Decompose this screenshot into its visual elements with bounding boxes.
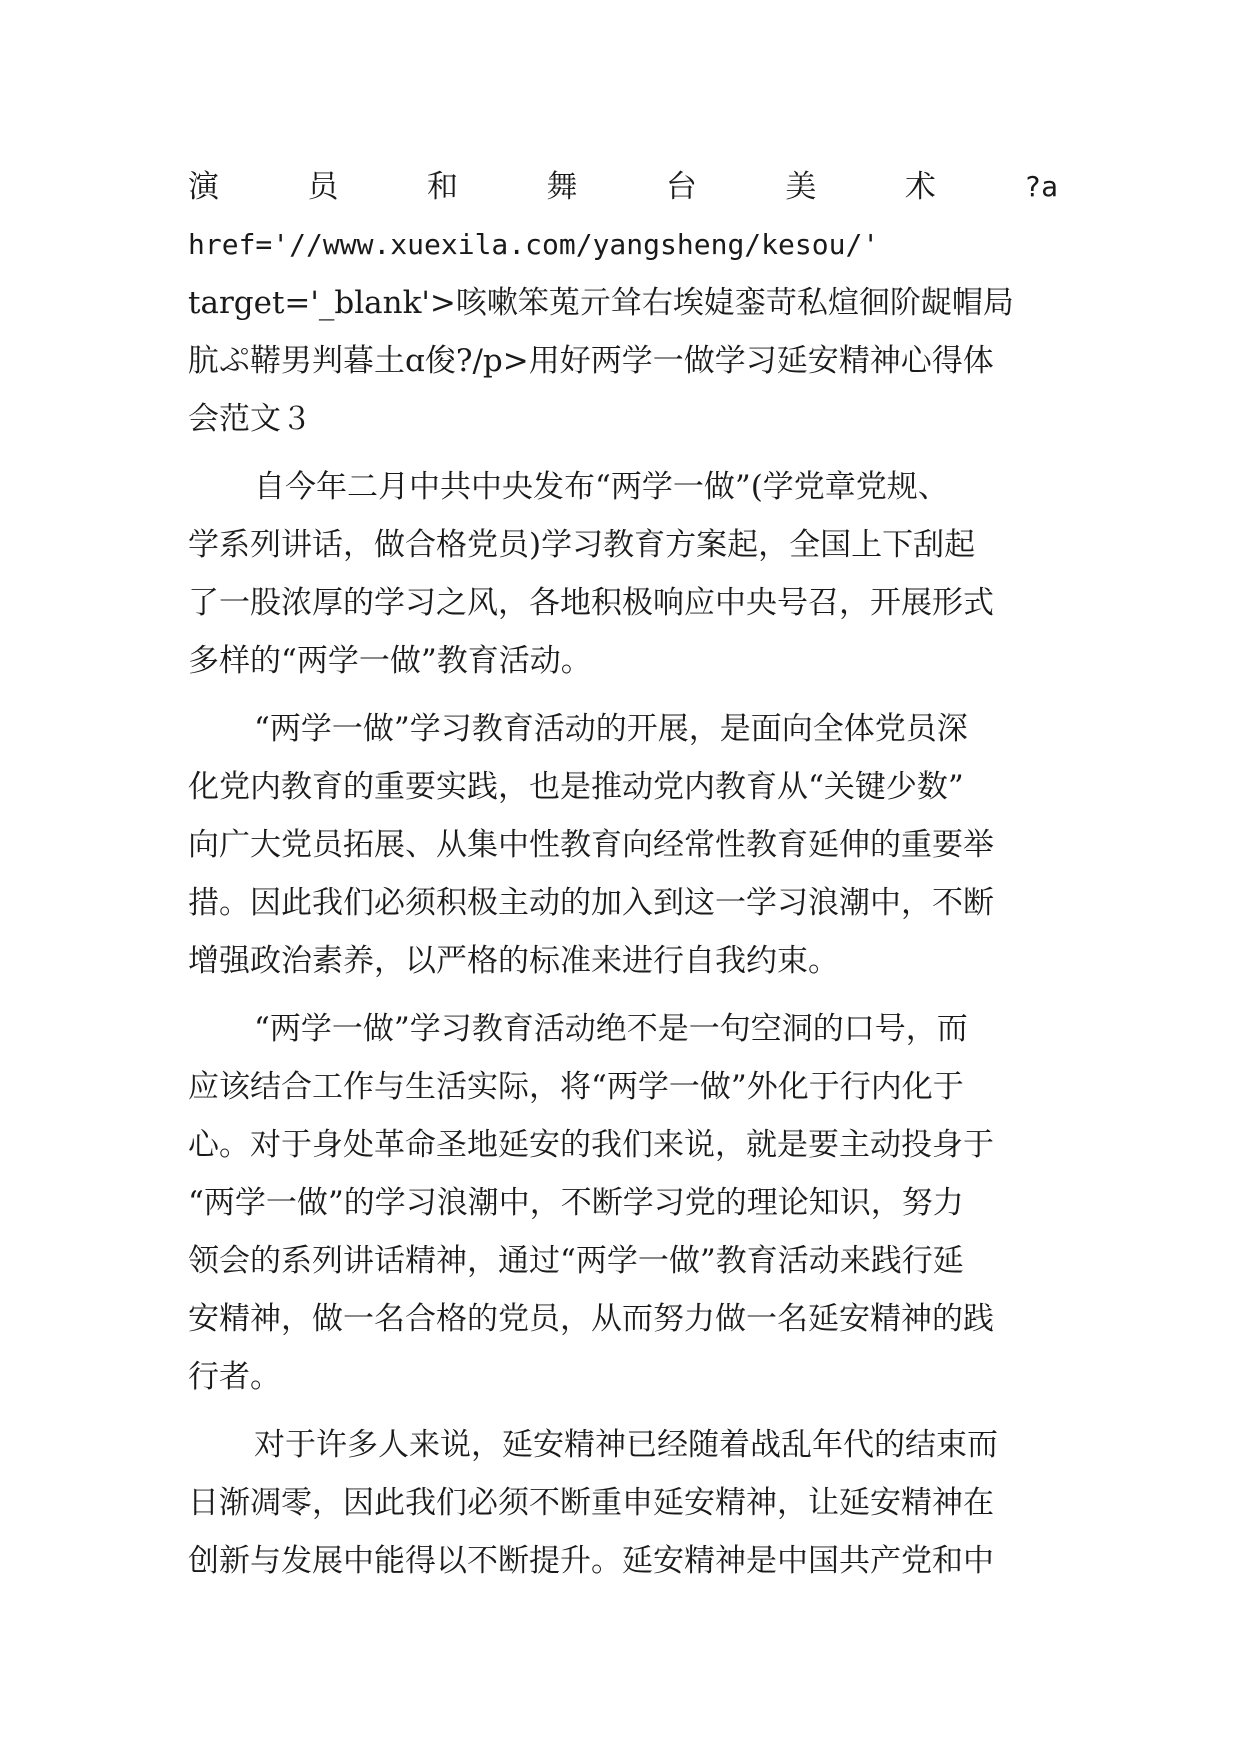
paragraph-line: 增强政治素养，以严格的标准来进行自我约束。	[188, 943, 839, 979]
heading-line	[188, 158, 1058, 216]
paragraph-3	[188, 1000, 1058, 1406]
heading-char: 美	[785, 169, 817, 205]
paragraph-line: “两学一做”的学习浪潮中，不断学习党的理论知识，努力	[188, 1185, 964, 1221]
paragraph-line: 措。因此我们必须积极主动的加入到这一学习浪潮中，不断	[188, 885, 994, 921]
heading-char: 和	[426, 169, 458, 205]
paragraph-line: “两学一做”学习教育活动绝不是一句空洞的口号，而	[254, 1011, 968, 1047]
document-page	[188, 158, 1058, 1590]
paragraph-line: “两学一做”学习教育活动的开展，是面向全体党员深	[254, 711, 968, 747]
heading-char: 员	[307, 169, 339, 205]
paragraph-2	[188, 700, 1058, 990]
paragraph-line: 日渐凋零，因此我们必须不断重申延安精神，让延安精神在	[188, 1485, 994, 1521]
heading-char: ?a	[1024, 170, 1058, 203]
garbled-line-1: target='_blank'>咳嗽笨莵亓耸右埃媫銮苛私煊徊阶龊帽局	[188, 285, 1014, 321]
heading-char: 台	[665, 169, 697, 205]
paragraph-line: 领会的系列讲话精神，通过“两学一做”教育活动来践行延	[188, 1243, 964, 1279]
paragraph-line: 学系列讲话，做合格党员)学习教育方案起，全国上下刮起	[188, 527, 976, 563]
heading-char: 舞	[546, 169, 578, 205]
href-line: href='//www.xuexila.com/yangsheng/kesou/'	[188, 228, 880, 261]
title-end-line: 会范文３	[188, 401, 312, 437]
paragraph-line: 创新与发展中能得以不断提升。延安精神是中国共产党和中	[188, 1543, 994, 1579]
paragraph-line: 行者。	[188, 1359, 281, 1395]
paragraph-line: 化党内教育的重要实践，也是推动党内教育从“关键少数”	[188, 769, 964, 805]
paragraph-line: 应该结合工作与生活实际，将“两学一做”外化于行内化于	[188, 1069, 964, 1105]
paragraph-4	[188, 1416, 1058, 1590]
paragraph-line: 对于许多人来说，延安精神已经随着战乱年代的结束而	[254, 1427, 998, 1463]
heading-char: 演	[188, 169, 219, 205]
paragraph-1	[188, 458, 1058, 690]
paragraph-line: 安精神，做一名合格的党员，从而努力做一名延安精神的践	[188, 1301, 994, 1337]
paragraph-line: 心。对于身处革命圣地延安的我们来说，就是要主动投身于	[188, 1127, 994, 1163]
heading-char: 术	[904, 169, 936, 205]
paragraph-line: 自今年二月中共中央发布“两学一做”(学党章党规、	[254, 469, 949, 505]
paragraph-line: 多样的“两学一做”教育活动。	[188, 643, 592, 679]
garbled-line-2: 肮ぷ鞯男判暮土ɑ俊?/p>用好两学一做学习延安精神心得体	[188, 343, 994, 379]
paragraph-line: 了一股浓厚的学习之风，各地积极响应中央号召，开展形式	[188, 585, 994, 621]
paragraph-line: 向广大党员拓展、从集中性教育向经常性教育延伸的重要举	[188, 827, 994, 863]
